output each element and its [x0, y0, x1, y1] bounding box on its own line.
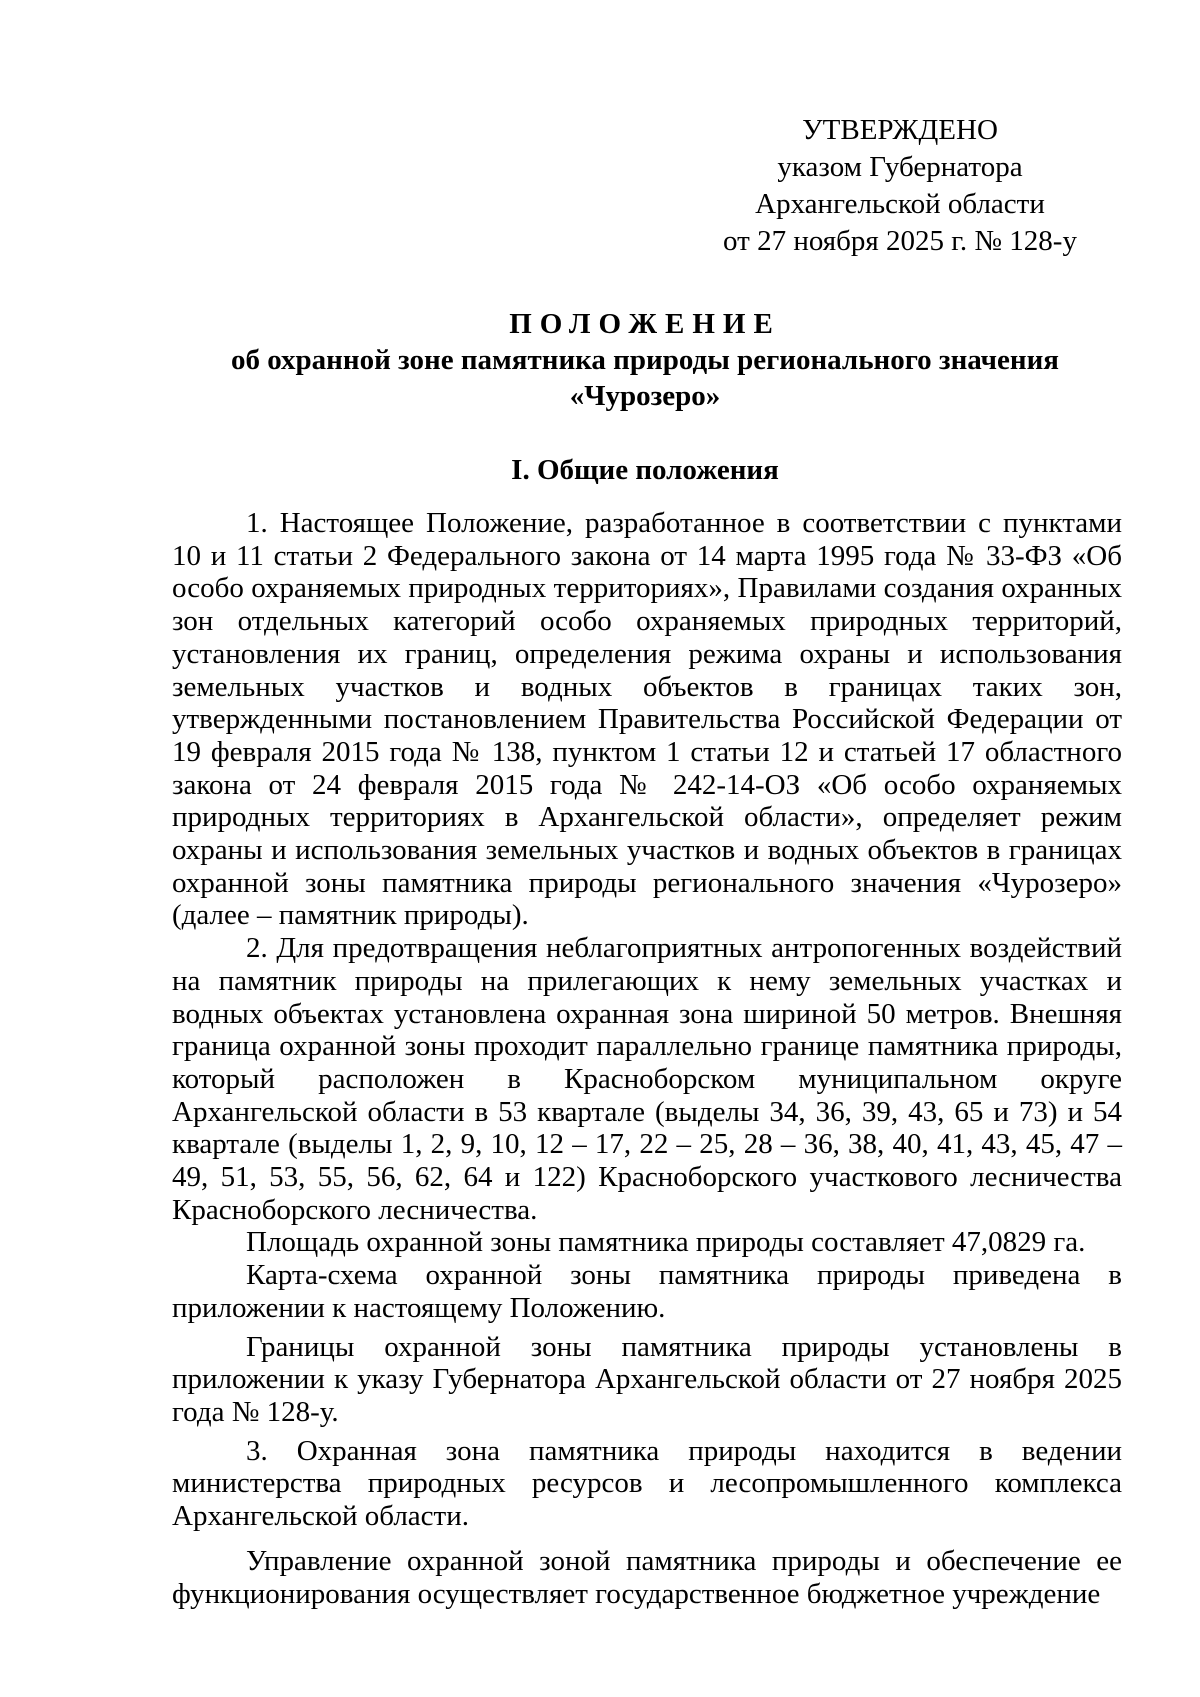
document-object-name: «Чурозеро» — [569, 380, 721, 412]
document-body — [172, 507, 1122, 1610]
paragraph-3: 3. Охранная зона памятника природы находится в ведении министерства природных ресурсов и лесопромышленного комплекса Архангельской области. — [172, 1434, 1122, 1533]
paragraph-boundaries: Границы охранной зоны памятника природы установлены в приложении к указу Губернатора Архангельской области от 27 ноября 2025 года № 128-у. — [172, 1330, 1122, 1428]
approval-heading: УТВЕРЖДЕНО — [802, 114, 998, 146]
approval-region: Архангельской области — [755, 188, 1045, 220]
document-title — [170, 306, 1120, 414]
approval-decree: указом Губернатора — [777, 151, 1023, 183]
paragraph-1: 1. Настоящее Положение, разработанное в соответствии с пунктами 10 и 11 статьи 2 Федерального закона от 14 марта 1995 года № 33-ФЗ «Об особо охраняемых природных территориях», Правилами создания охранных зон отдельных категорий особо охраняемых природных территорий, установления их границ, определения режима охраны и использования земельных участков и водных объектов в границах таких зон, утвержденными постановлением Правительства Российской Федерации от 19 февраля 2015 года № 138, пунктом 1 статьи 12 и статьей 17 областного закона от 24 февраля 2015 года № 242-14-ОЗ «Об особо охраняемых природных территориях в Архангельской области», определяет режим охраны и использования земельных участков и водных объектов в границах охранной зоны памятника природы регионального значения «Чурозеро» (далее – памятник природы). — [172, 507, 1122, 932]
paragraph-management: Управление охранной зоной памятника природы и обеспечение ее функционирования осуществляет государственное бюджетное учреждение — [172, 1544, 1122, 1610]
document-subject: об охранной зоне памятника природы регионального значения — [231, 344, 1059, 376]
section-heading: I. Общие положения — [511, 454, 779, 486]
approval-date-number: от 27 ноября 2025 г. № 128-у — [723, 225, 1077, 257]
paragraph-2: 2. Для предотвращения неблагоприятных антропогенных воздействий на памятник природы на прилегающих к нему земельных участках и водных объектах установлена охранная зона шириной 50 метров. Внешняя граница охранной зоны проходит параллельно границе памятника природы, который расположен в Красноборском муниципальном округе Архангельской области в 53 квартале (выделы 34, 36, 39, 43, 65 и 73) и 54 квартале (выделы 1, 2, 9, 10, 12 – 17, 22 – 25, 28 – 36, 38, 40, 41, 43, 45, 47 – 49, 51, 53, 55, 56, 62, 64 и 122) Красноборского участкового лесничества Красноборского лесничества. — [172, 932, 1122, 1226]
document-type: ПОЛОЖЕНИЕ — [509, 308, 781, 340]
paragraph-map: Карта-схема охранной зоны памятника природы приведена в приложении к настоящему Положению. — [172, 1259, 1122, 1324]
approval-stamp — [720, 112, 1080, 260]
paragraph-area: Площадь охранной зоны памятника природы составляет 47,0829 га. — [246, 1226, 1086, 1259]
